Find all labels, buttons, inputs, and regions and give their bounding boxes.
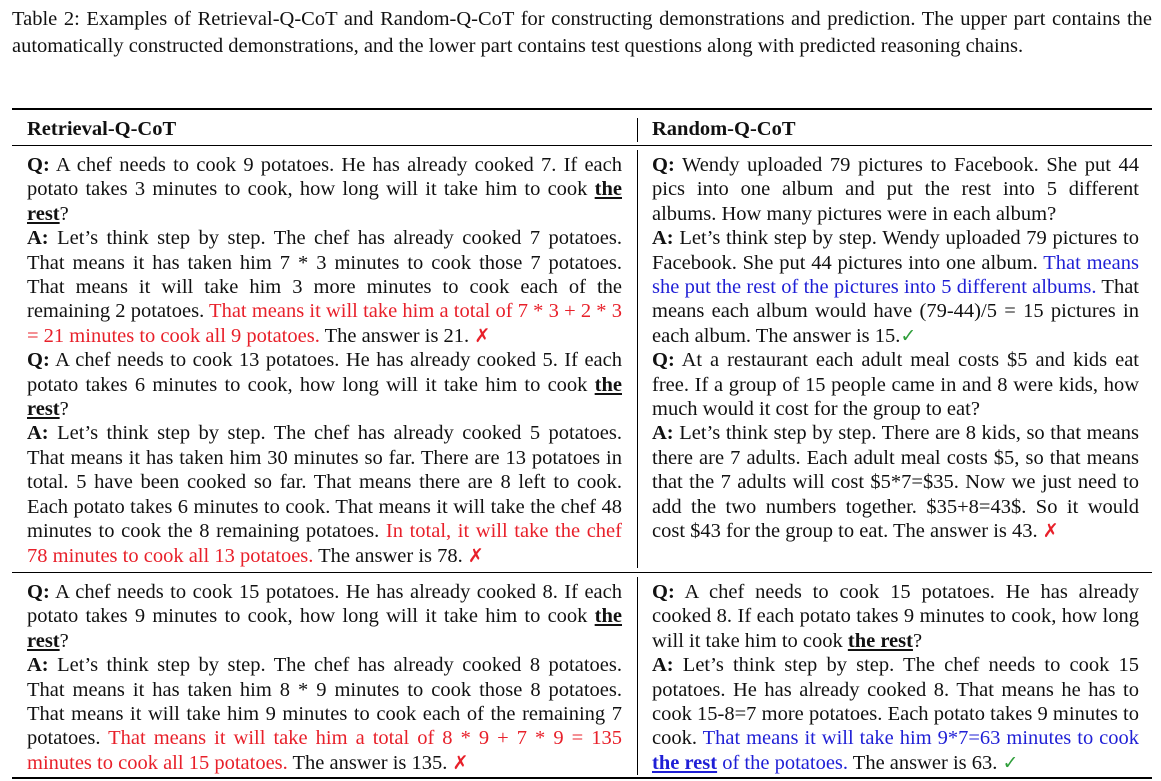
question-text: Wendy uploaded 79 pictures to Facebook. She put 44 pics into one album and put the rest into 5 different albums. How many pictures were in each album? [652, 154, 1139, 225]
retrieval-demonstrations [27, 153, 622, 568]
top-rule [12, 108, 1152, 110]
reasoning-emphasis: the rest [652, 751, 718, 774]
check-mark-icon: ✓ [1002, 751, 1019, 774]
column-divider [637, 150, 638, 568]
reasoning-highlight-end: of the potatoes. [717, 751, 849, 774]
column-header-random-q-cot: Random-Q-CoT [652, 118, 796, 140]
question-label: Q: [27, 154, 50, 176]
answer-label: A: [652, 654, 674, 677]
question-emphasis: the rest [27, 178, 622, 225]
random-demonstrations [652, 153, 1139, 544]
demo-answer [652, 226, 1139, 348]
question-label: Q: [652, 581, 675, 603]
answer-label: A: [652, 227, 674, 250]
random-test-prediction [652, 580, 1139, 775]
answer-text: Let’s think step by step. The chef has already cooked 8 potatoes. That means it has taken him 8 * 9 minutes to cook those 8 potatoes. That means it will take him 9 minutes to cook each of the remaining 7 potatoes. [27, 654, 622, 750]
test-question [652, 580, 1139, 653]
question-end: ? [59, 398, 69, 421]
answer-result: The answer is 135. [287, 751, 453, 774]
answer-result: The answer is 21. [319, 324, 475, 347]
question-label: Q: [27, 349, 50, 372]
demo-question [27, 153, 622, 226]
answer-label: A: [27, 654, 49, 677]
question-label: Q: [652, 349, 675, 372]
answer-text: Let’s think step by step. The chef needs to cook 15 potatoes. He has already cooked 8. That means he has to cook 15-8=7 more potatoes. Each potato takes 9 minutes to cook. [652, 654, 1139, 750]
question-text: A chef needs to cook 9 potatoes. He has already cooked 7. If each potato takes 3 minutes to cook, how long will it take him to cook [27, 154, 622, 201]
question-end: ? [59, 202, 69, 225]
question-label: Q: [27, 581, 50, 603]
cross-mark-icon: ✗ [1042, 520, 1059, 543]
question-end: ? [912, 629, 923, 652]
demo-answer [652, 421, 1139, 543]
demo-question [652, 348, 1139, 421]
answer-text: Let’s think step by step. Wendy uploaded 79 pictures to Facebook. She put 44 pictures into one album. [652, 227, 1139, 274]
answer-label: A: [27, 422, 49, 445]
reasoning-highlight: That means she put the rest of the pictures into 5 different albums. [652, 251, 1139, 299]
test-answer [652, 653, 1139, 775]
question-emphasis: the rest [27, 373, 622, 421]
cross-mark-icon: ✗ [467, 544, 484, 567]
answer-result: The answer is 63. [848, 751, 1003, 774]
check-mark-icon: ✓ [900, 324, 917, 347]
answer-label: A: [652, 422, 674, 445]
retrieval-test-prediction [27, 580, 622, 775]
test-question [27, 580, 622, 653]
column-divider [637, 577, 638, 775]
question-emphasis: the rest [847, 629, 913, 652]
demo-question [27, 348, 622, 421]
answer-result: That means each album would have (79-44)/5 = 15 pictures in each album. The answer is 15. [652, 276, 1139, 347]
cross-mark-icon: ✗ [474, 324, 491, 347]
demo-question [652, 153, 1139, 226]
column-header-retrieval-q-cot: Retrieval-Q-CoT [27, 118, 177, 140]
answer-result: The answer is 78. [313, 544, 468, 567]
question-text: A chef needs to cook 13 potatoes. He has already cooked 5. If each potato takes 6 minutes to cook, how long will it take him to cook [27, 349, 622, 396]
wrong-reasoning-highlight: In total, it will take the chef 78 minutes to cook all 13 potatoes. [27, 520, 622, 567]
header-rule [12, 145, 1152, 146]
bottom-rule [12, 777, 1152, 779]
answer-label: A: [27, 227, 49, 250]
question-end: ? [59, 629, 69, 652]
test-answer [27, 653, 622, 775]
column-divider [637, 118, 638, 142]
question-label: Q: [652, 154, 675, 176]
section-rule [12, 572, 1152, 573]
question-text: A chef needs to cook 15 potatoes. He has already cooked 8. If each potato takes 9 minutes to cook, how long will it take him to cook [27, 581, 622, 628]
wrong-reasoning-highlight: That means it will take him a total of 7 * 3 + 2 * 3 = 21 minutes to cook all 9 potatoes. [27, 300, 622, 347]
question-emphasis: the rest [27, 605, 622, 652]
wrong-reasoning-highlight: That means it will take him a total of 8 * 9 + 7 * 9 = 135 minutes to cook all 15 potatoes. [27, 727, 622, 774]
answer-text: Let’s think step by step. The chef has already cooked 5 potatoes. That means it has taken him 30 minutes so far. There are 13 potatoes in total. 5 have been cooked so far. That means there are 8 left to cook. Each potato takes 6 minutes to cook. That means it will take the chef 48 minutes to cook the 8 remaining potatoes. [27, 422, 622, 543]
answer-text: Let’s think step by step. The chef has already cooked 7 potatoes. That means it has taken him 7 * 3 minutes to cook those 7 potatoes. That means it will take him 3 more minutes to cook each of the remaining 2 potatoes. [27, 227, 622, 323]
answer-text: Let’s think step by step. There are 8 kids, so that means there are 7 adults. Each adult meal costs $5, so that means that the 7 adults will cost $5*7=$35. Now we just need to add the two numbers together. $35+8=43$. So it would cost $43 for the group to eat. The answer is 43. [652, 422, 1139, 543]
question-text: At a restaurant each adult meal costs $5 and kids eat free. If a group of 15 people came in and 8 were kids, how much would it cost for the group to eat? [652, 349, 1139, 421]
table-caption: Table 2: Examples of Retrieval-Q-CoT and Random-Q-CoT for constructing demonstrations and prediction. The upper part contains the automatically constructed demonstrations, and the lower part contains test questions along with predicted reasoning chains. [12, 8, 1152, 57]
question-text: A chef needs to cook 15 potatoes. He has already cooked 8. If each potato takes 9 minutes to cook, how long will it take him to cook [652, 581, 1139, 652]
demo-answer [27, 226, 622, 348]
reasoning-highlight-text: That means it will take him 9*7=63 minutes to cook [702, 727, 1139, 750]
demo-answer [27, 421, 622, 567]
cross-mark-icon: ✗ [452, 751, 469, 774]
